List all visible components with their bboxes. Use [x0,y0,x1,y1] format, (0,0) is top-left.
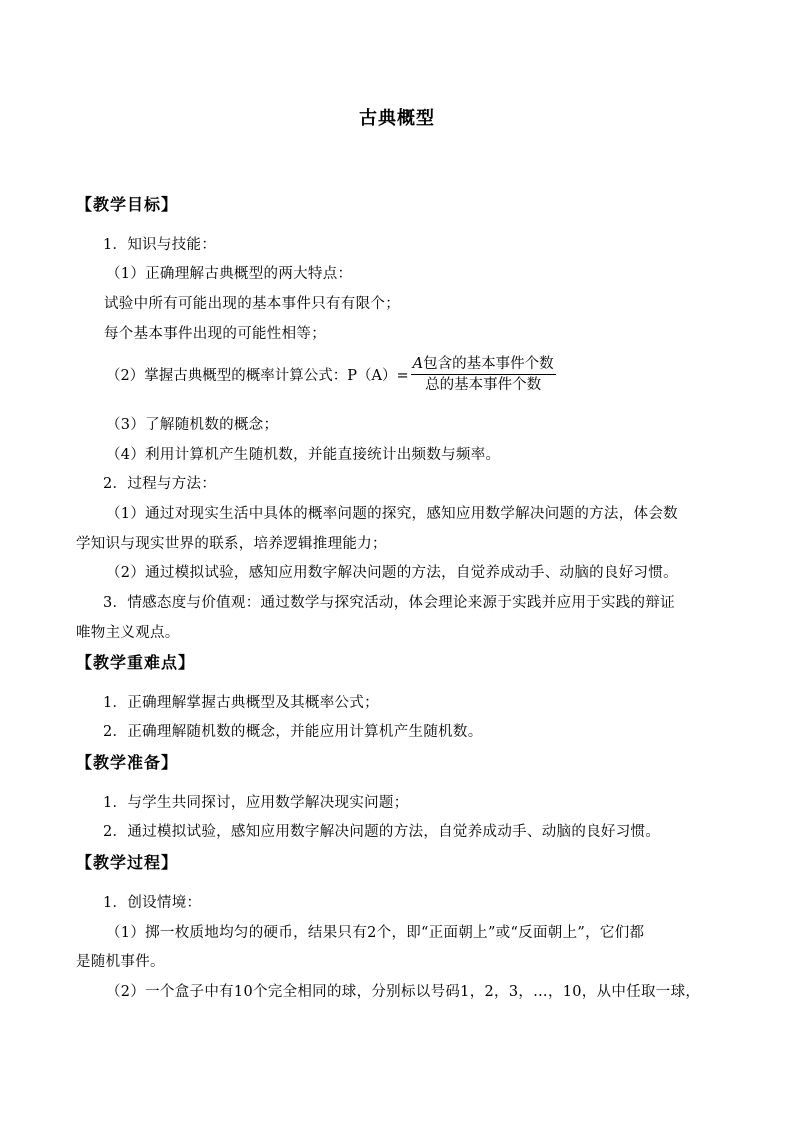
goal-line-4: 每个基本事件出现的可能性相等； [104,326,326,342]
formula-prefix: （2）掌握古典概型的概率计算公式：P（A）= [106,367,409,384]
goal-line-6: （4）利用计算机产生随机数，并能直接统计出频数与频率。 [106,447,501,463]
goal-line-12: 唯物主义观点。 [76,625,180,641]
goal-line-3: 试验中所有可能出现的基本事件只有有限个； [104,296,400,312]
process-line-2: （1）掷一枚质地均匀的硬币，结果只有2个，即“正面朝上”或“反面朝上”，它们都 [106,925,645,941]
goal-line-11: 3．情感态度与价值观：通过数学与探究活动，体会理论来源于实践并应用于实践的辩证 [103,595,675,611]
heading-teaching-goals: 【教学目标】 [76,195,179,214]
key-point-line-1: 1．正确理解掌握古典概型及其概率公式； [103,695,379,711]
goal-line-1: 1．知识与技能： [103,237,217,253]
process-line-1: 1．创设情境： [103,895,202,911]
heading-key-points: 【教学重难点】 [76,653,196,672]
formula-numerator-variable: A [412,355,424,372]
heading-preparation: 【教学准备】 [76,753,179,772]
probability-formula [106,352,556,396]
heading-process: 【教学过程】 [76,853,179,872]
formula-numerator-text: 包含的基本事件个数 [423,355,554,372]
preparation-line-1: 1．与学生共同探讨，应用数学解决现实问题； [103,795,409,811]
preparation-line-2: 2．通过模拟试验，感知应用数字解决问题的方法，自觉养成动手、动脑的良好习惯。 [103,824,661,840]
formula-denominator: 总的基本事件个数 [425,376,542,393]
goal-line-5: （3）了解随机数的概念； [106,417,279,433]
goal-line-2: （1）正确理解古典概型的两大特点： [106,266,353,282]
goal-line-9: 学知识与现实世界的联系，培养逻辑推理能力； [76,536,387,552]
goal-line-7: 2．过程与方法： [103,476,217,492]
key-point-line-2: 2．正确理解随机数的概念，并能应用计算机产生随机数。 [103,724,483,740]
process-line-4: （2）一个盒子中有10个完全相同的球，分别标以号码1，2，3，…，10，从中任取一球， [106,984,701,1000]
goal-line-8: （1）通过对现实生活中具体的概率问题的探究，感知应用数学解决问题的方法，体会数 [106,506,678,522]
formula-numerator [411,355,556,375]
goal-line-10: （2）通过模拟试验，感知应用数字解决问题的方法，自觉养成动手、动脑的良好习惯。 [106,565,678,581]
formula-fraction [411,355,556,394]
page-title: 古典概型 [359,108,435,129]
process-line-3: 是随机事件。 [76,954,165,970]
